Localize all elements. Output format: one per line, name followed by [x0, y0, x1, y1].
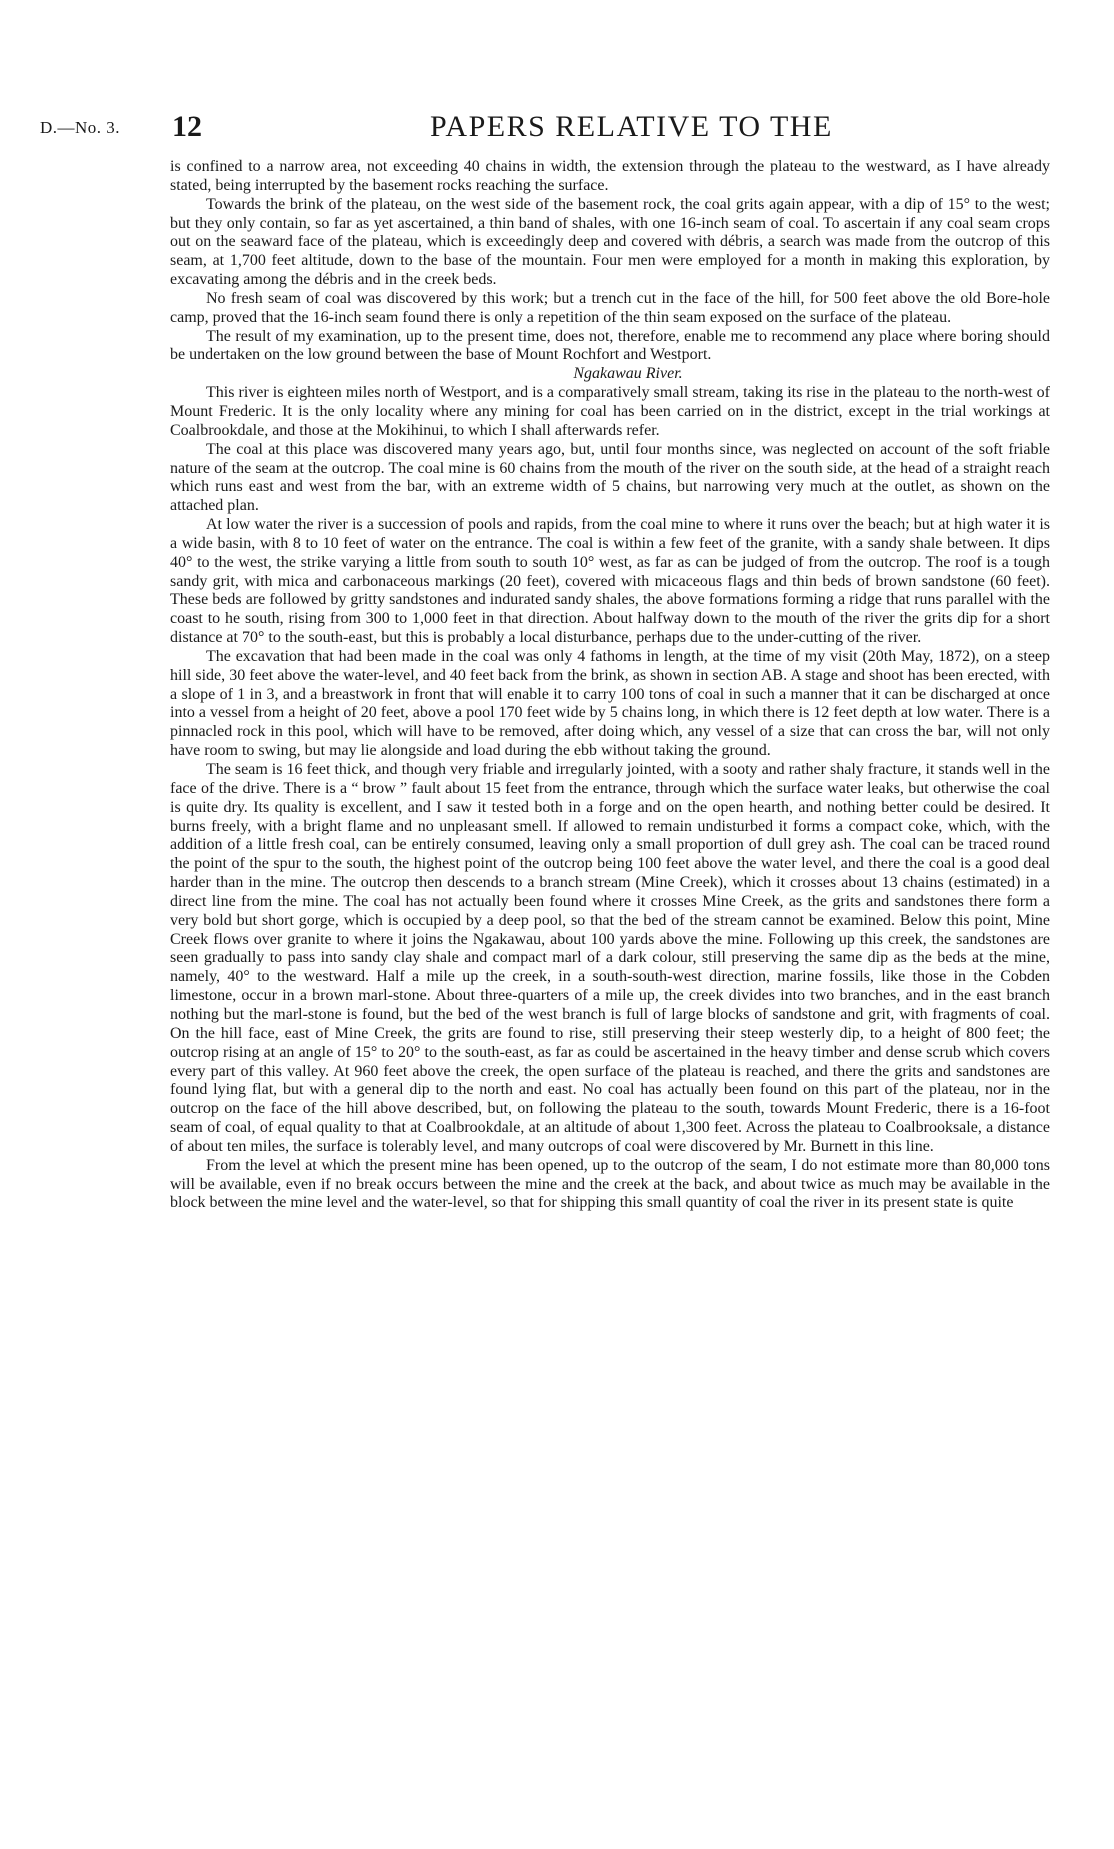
paragraph-1: is confined to a narrow area, not exceeding 40 chains in width, the extension through the plateau to the westward, as I have already stated, being interrupted by the basement rocks reaching the surface. [170, 158, 1050, 194]
page-header [40, 110, 1060, 146]
paragraph-6: The coal at this place was discovered many years ago, but, until four months since, was neglected on account of the soft friable nature of the seam at the outcrop. The coal mine is 60 chains from the mouth of the river on the south side, at the head of a straight reach which runs east and west from the bar, with an extreme width of 5 chains, but narrowing very much at the outlet, as shown on the attached plan. [170, 440, 1050, 515]
paragraph-9: The seam is 16 feet thick, and though very friable and irregularly jointed, with a sooty and rather shaly fracture, it stands well in the face of the drive. There is a “ brow ” fault about 15 feet from the entrance, through which the surface water leaks, but otherwise the coal is quite dry. Its quality is excellent, and I saw it tested both in a forge and on the open hearth, and nothing better could be desired. It burns freely, with a bright flame and no unpleasant smell. If allowed to remain undisturbed it forms a compact coke, which, with the addition of a little fresh coal, can be entirely consumed, leaving only a small proportion of dull grey ash. The coal can be traced round the point of the spur to the south, the highest point of the outcrop being 100 feet above the water level, and there the coal is a good deal harder than in the mine. The outcrop then descends to a branch stream (Mine Creek), which it crosses about 13 chains (estimated) in a direct line from the mine. The coal has not actually been found where it crosses Mine Creek, as the grits and sandstones there form a very bold but short gorge, which is occupied by a deep pool, so that the bed of the stream cannot be examined. Below this point, Mine Creek flows over granite to where it joins the Ngakawau, about 100 yards above the mine. Following up this creek, the sandstones are seen gradually to pass into sandy clay shale and compact marl of a dark colour, still preserving the same dip as the beds at the mine, namely, 40° to the westward. Half a mile up the creek, in a south-south-west direction, marine fossils, like those in the Cobden limestone, occur in a brown marl-stone. About three-quarters of a mile up, the creek divides into two branches, and in the east branch nothing but the marl-stone is found, but the bed of the west branch is full of large blocks of sandstone and grit, with fragments of coal. On the hill face, east of Mine Creek, the grits are found to rise, still preserving their steep westerly dip, to a height of 800 feet; the outcrop rising at an angle of 15° to 20° to the south-east, as far as could be ascertained in the heavy timber and dense scrub which covers every part of this valley. At 960 feet above the creek, the open surface of the plateau is reached, and there the grits and sandstones are found lying flat, but with a general dip to the north and east. No coal has actually been found on this part of the plateau, nor in the outcrop on the face of the hill above described, but, on following the plateau to the south, towards Mount Frederic, there is a 16-foot seam of coal, of equal quality to that at Coalbrookdale, at an altitude of about 1,300 feet. Across the plateau to Coalbrooksale, a distance of about ten miles, the surface is tolerably level, and many outcrops of coal were discovered by Mr. Burnett in this line. [170, 761, 1050, 1155]
paragraph-8: The excavation that had been made in the coal was only 4 fathoms in length, at the time of my visit (20th May, 1872), on a steep hill side, 30 feet above the water-level, and 40 feet back from the brink, as shown in section AB. A stage and shoot has been erected, with a slope of 1 in 3, and a breastwork in front that will enable it to carry 100 tons of coal in such a manner that it can be discharged at once into a vessel from a height of 20 feet, above a pool 170 feet wide by 5 chains long, in which there is 12 feet depth at low water. There is a pinnacled rock in this pool, which will have to be removed, after doing which, any vessel of a size that can cross the bar, will not only have room to swing, but may lie alongside and load during the ebb without taking the ground. [170, 647, 1050, 760]
page-number: 12 [172, 110, 202, 143]
paragraph-5: This river is eighteen miles north of Westport, and is a comparatively small stream, taking its rise in the plateau to the north-west of Mount Frederic. It is the only locality where any mining for coal has been carried on in the district, except in the trial workings at Coalbrookdale, and those at the Mokihinui, to which I shall afterwards refer. [170, 384, 1050, 439]
paragraph-4: The result of my examination, up to the present time, does not, therefore, enable me to recommend any place where boring should be undertaken on the low ground between the base of Mount Rochfort and Westport. [170, 327, 1050, 364]
paragraph-3: No fresh seam of coal was discovered by this work; but a trench cut in the face of the hill, for 500 feet above the old Bore-hole camp, proved that the 16-inch seam found there is only a repetition of the thin seam exposed on the surface of the plateau. [170, 289, 1050, 326]
running-title: PAPERS RELATIVE TO THE [430, 110, 833, 143]
document-reference: D.—No. 3. [40, 118, 121, 137]
body-text [170, 158, 1050, 1213]
paragraph-2: Towards the brink of the plateau, on the west side of the basement rock, the coal grits again appear, with a dip of 15° to the west; but they only contain, so far as yet ascertained, a thin band of shales, with one 16-inch seam of coal. To ascertain if any coal seam crops out on the seaward face of the plateau, which is exceedingly deep and covered with débris, a search was made from the outcrop of this seam, at 1,700 feet altitude, down to the base of the mountain. Four men were employed for a month in making this exploration, by excavating among the débris and in the creek beds. [170, 195, 1050, 289]
paragraph-10: From the level at which the present mine has been opened, up to the outcrop of the seam, I do not estimate more than 80,000 tons will be available, even if no break occurs between the mine and the creek at the back, and about twice as much may be available in the block between the mine level and the water-level, so that for shipping this small quantity of coal the river in its present state is quite [170, 1156, 1050, 1212]
paragraph-7: At low water the river is a succession of pools and rapids, from the coal mine to where it runs over the beach; but at high water it is a wide basin, with 8 to 10 feet of water on the entrance. The coal is within a few feet of the granite, with a sandy shale between. It dips 40° to the west, the strike varying a little from south to south 10° west, as far as can be judged of from the outcrop. The roof is a tough sandy grit, with mica and carbonaceous markings (20 feet), covered with micaceous flags and thin beds of brown sandstone (60 feet). These beds are followed by gritty sandstones and indurated sandy shales, the above formations forming a ridge that runs parallel with the coast to he south, rising from 300 to 1,000 feet in that direction. About halfway down to the mouth of the river the grits dip for a short distance at 70° to the south-east, but this is probably a local disturbance, perhaps due to the under-cutting of the river. [170, 516, 1050, 647]
section-heading: Ngakawau River. [573, 365, 683, 383]
